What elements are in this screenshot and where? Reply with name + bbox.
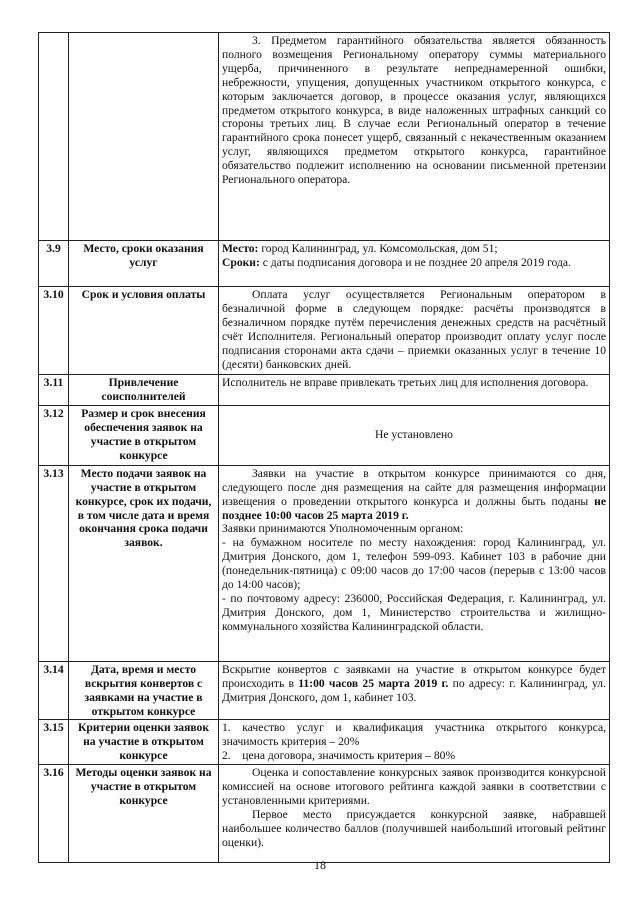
paragraph: - по почтовому адресу: 236000, Российская Федерация, г. Калининград, ул. Дмитрия Донского, дом 1, Министерство строительства и жилищно-коммунального хозяйства Калининградской области. bbox=[222, 591, 606, 633]
row-content bbox=[219, 241, 610, 287]
paragraph bbox=[222, 467, 606, 523]
text: город Калининград, ул. Комсомольская, дом 51; bbox=[258, 242, 498, 255]
row-content bbox=[219, 661, 610, 720]
page-number: 18 bbox=[314, 858, 326, 872]
paragraph: - на бумажном носителе по месту нахождения: город Калининград, ул. Дмитрия Донского, дом 1, телефон 599-093. Кабинет 103 в рабочие дни (понедельник-пятница) с 09:00 часов до 17:00 часов (перерыв с 13:00 часов до 14:00 часов); bbox=[222, 536, 606, 592]
table-row bbox=[39, 661, 610, 720]
row-title: Дата, время и место вскрытия конвертов с заявками на участие в открытом конкурсе bbox=[69, 661, 219, 720]
row-number: 3.13 bbox=[39, 465, 69, 661]
paragraph: Оценка и сопоставление конкурсных заявок производится конкурсной комиссией на основе итогового рейтинга каждой заявки в соответствии с установленными критериями. bbox=[222, 766, 606, 807]
text: по адресу: г. Калининград, ул. Дмитрия Донского, дом 1, кабинет 103. bbox=[222, 676, 606, 704]
row-content bbox=[219, 33, 610, 241]
row-number: 3.14 bbox=[39, 661, 69, 720]
list-item: 1. качество услуг и квалификация участника открытого конкурса, значимость критерия – 20% bbox=[222, 721, 606, 749]
bold-deadline: не позднее 10:00 часов 25 марта 2019 г. bbox=[222, 494, 606, 522]
paragraph: Первое место присуждается конкурсной заявке, набравшей наибольшее количество баллов (получившей наибольший итоговый рейтинг оценки). bbox=[222, 807, 606, 849]
row-content bbox=[219, 405, 610, 465]
row-number: 3.15 bbox=[39, 720, 69, 765]
row-title bbox=[69, 33, 219, 241]
row-number: 3.12 bbox=[39, 405, 69, 465]
document-table bbox=[38, 32, 610, 863]
table-row bbox=[39, 405, 610, 465]
paragraph: Исполнитель не вправе привлекать третьих лиц для исполнения договора. bbox=[222, 376, 589, 389]
list-item: 2. цена договора, значимость критерия – 80% bbox=[222, 749, 456, 763]
bold-label: Место: bbox=[222, 242, 259, 255]
table-row bbox=[39, 720, 610, 765]
row-content bbox=[219, 765, 610, 863]
row-title: Место подачи заявок на участие в открытом конкурсе, срок их подачи, в том числе дата и время окончания срока подачи заявок. bbox=[69, 465, 219, 661]
row-title: Критерии оценки заявок на участие в открытом конкурсе bbox=[69, 720, 219, 765]
row-title: Размер и срок внесения обеспечения заявок на участие в открытом конкурсе bbox=[69, 405, 219, 465]
table-row bbox=[39, 765, 610, 863]
row-number bbox=[39, 33, 69, 241]
paragraph bbox=[222, 663, 606, 705]
row-title: Срок и условия оплаты bbox=[69, 287, 219, 375]
paragraph: Не установлено bbox=[375, 428, 453, 442]
row-number: 3.16 bbox=[39, 765, 69, 863]
row-title: Методы оценки заявок на участие в открытом конкурсе bbox=[69, 765, 219, 863]
row-title: Привлечение соисполнителей bbox=[69, 375, 219, 406]
table-row bbox=[39, 287, 610, 375]
row-number: 3.9 bbox=[39, 241, 69, 287]
row-number: 3.11 bbox=[39, 375, 69, 406]
text: Вскрытие конвертов с заявками на участие в открытом конкурсе будет происходить в bbox=[222, 662, 606, 690]
row-content bbox=[219, 375, 610, 406]
table-row bbox=[39, 33, 610, 241]
paragraph: Оплата услуг осуществляется Региональным оператором в безналичной форме в следующем порядке: расчёты производятся в безналичном порядке путём перечисления денежных средств на расчётный счёт Исполнителя. Региональный оператор производит оплату услуг после подписания сторонами акта сдачи – приемки оказанных услуг в течение 10 (десяти) банковских дней. bbox=[222, 288, 606, 371]
table-row bbox=[39, 241, 610, 287]
row-number: 3.10 bbox=[39, 287, 69, 375]
table-row bbox=[39, 465, 610, 661]
paragraph: 3. Предметом гарантийного обязательства является обязанность полного возмещения Региональному оператору суммы материального ущерба, причиненного в результате непреднамеренной ошибки, небрежности, упущения, допущенных участником открытого конкурса, с которым заключается договор, в процессе оказания услуг, являющихся предметом открытого конкурса, в виде наложенных штрафных санкций со стороны третьих лиц. В случае если Региональный оператор в течение гарантийного срока понесет ущерб, связанный с некачественным оказанием услуг, являющихся предметом открытого конкурса, гарантийное обязательство подлежит исполнению на основании письменной претензии Регионального оператора. bbox=[222, 34, 606, 187]
text: с даты подписания договора и не позднее 20 апреля 2019 года. bbox=[259, 255, 571, 269]
table-row bbox=[39, 375, 610, 406]
row-content bbox=[219, 720, 610, 765]
bold-label: Сроки: bbox=[222, 255, 260, 269]
paragraph bbox=[222, 242, 606, 256]
row-content bbox=[219, 287, 610, 375]
paragraph: Заявки принимаются Уполномоченным органом: bbox=[222, 522, 464, 536]
paragraph bbox=[222, 256, 606, 270]
row-content bbox=[219, 465, 610, 661]
row-title: Место, сроки оказания услуг bbox=[69, 241, 219, 287]
bold-datetime: 11:00 часов 25 марта 2019 г. bbox=[298, 676, 449, 690]
text: Заявки на участие в открытом конкурсе принимаются со дня, следующего после дня размещения на сайте для размещения информации извещения о проведении открытого конкурса и должны быть поданы bbox=[222, 466, 606, 508]
